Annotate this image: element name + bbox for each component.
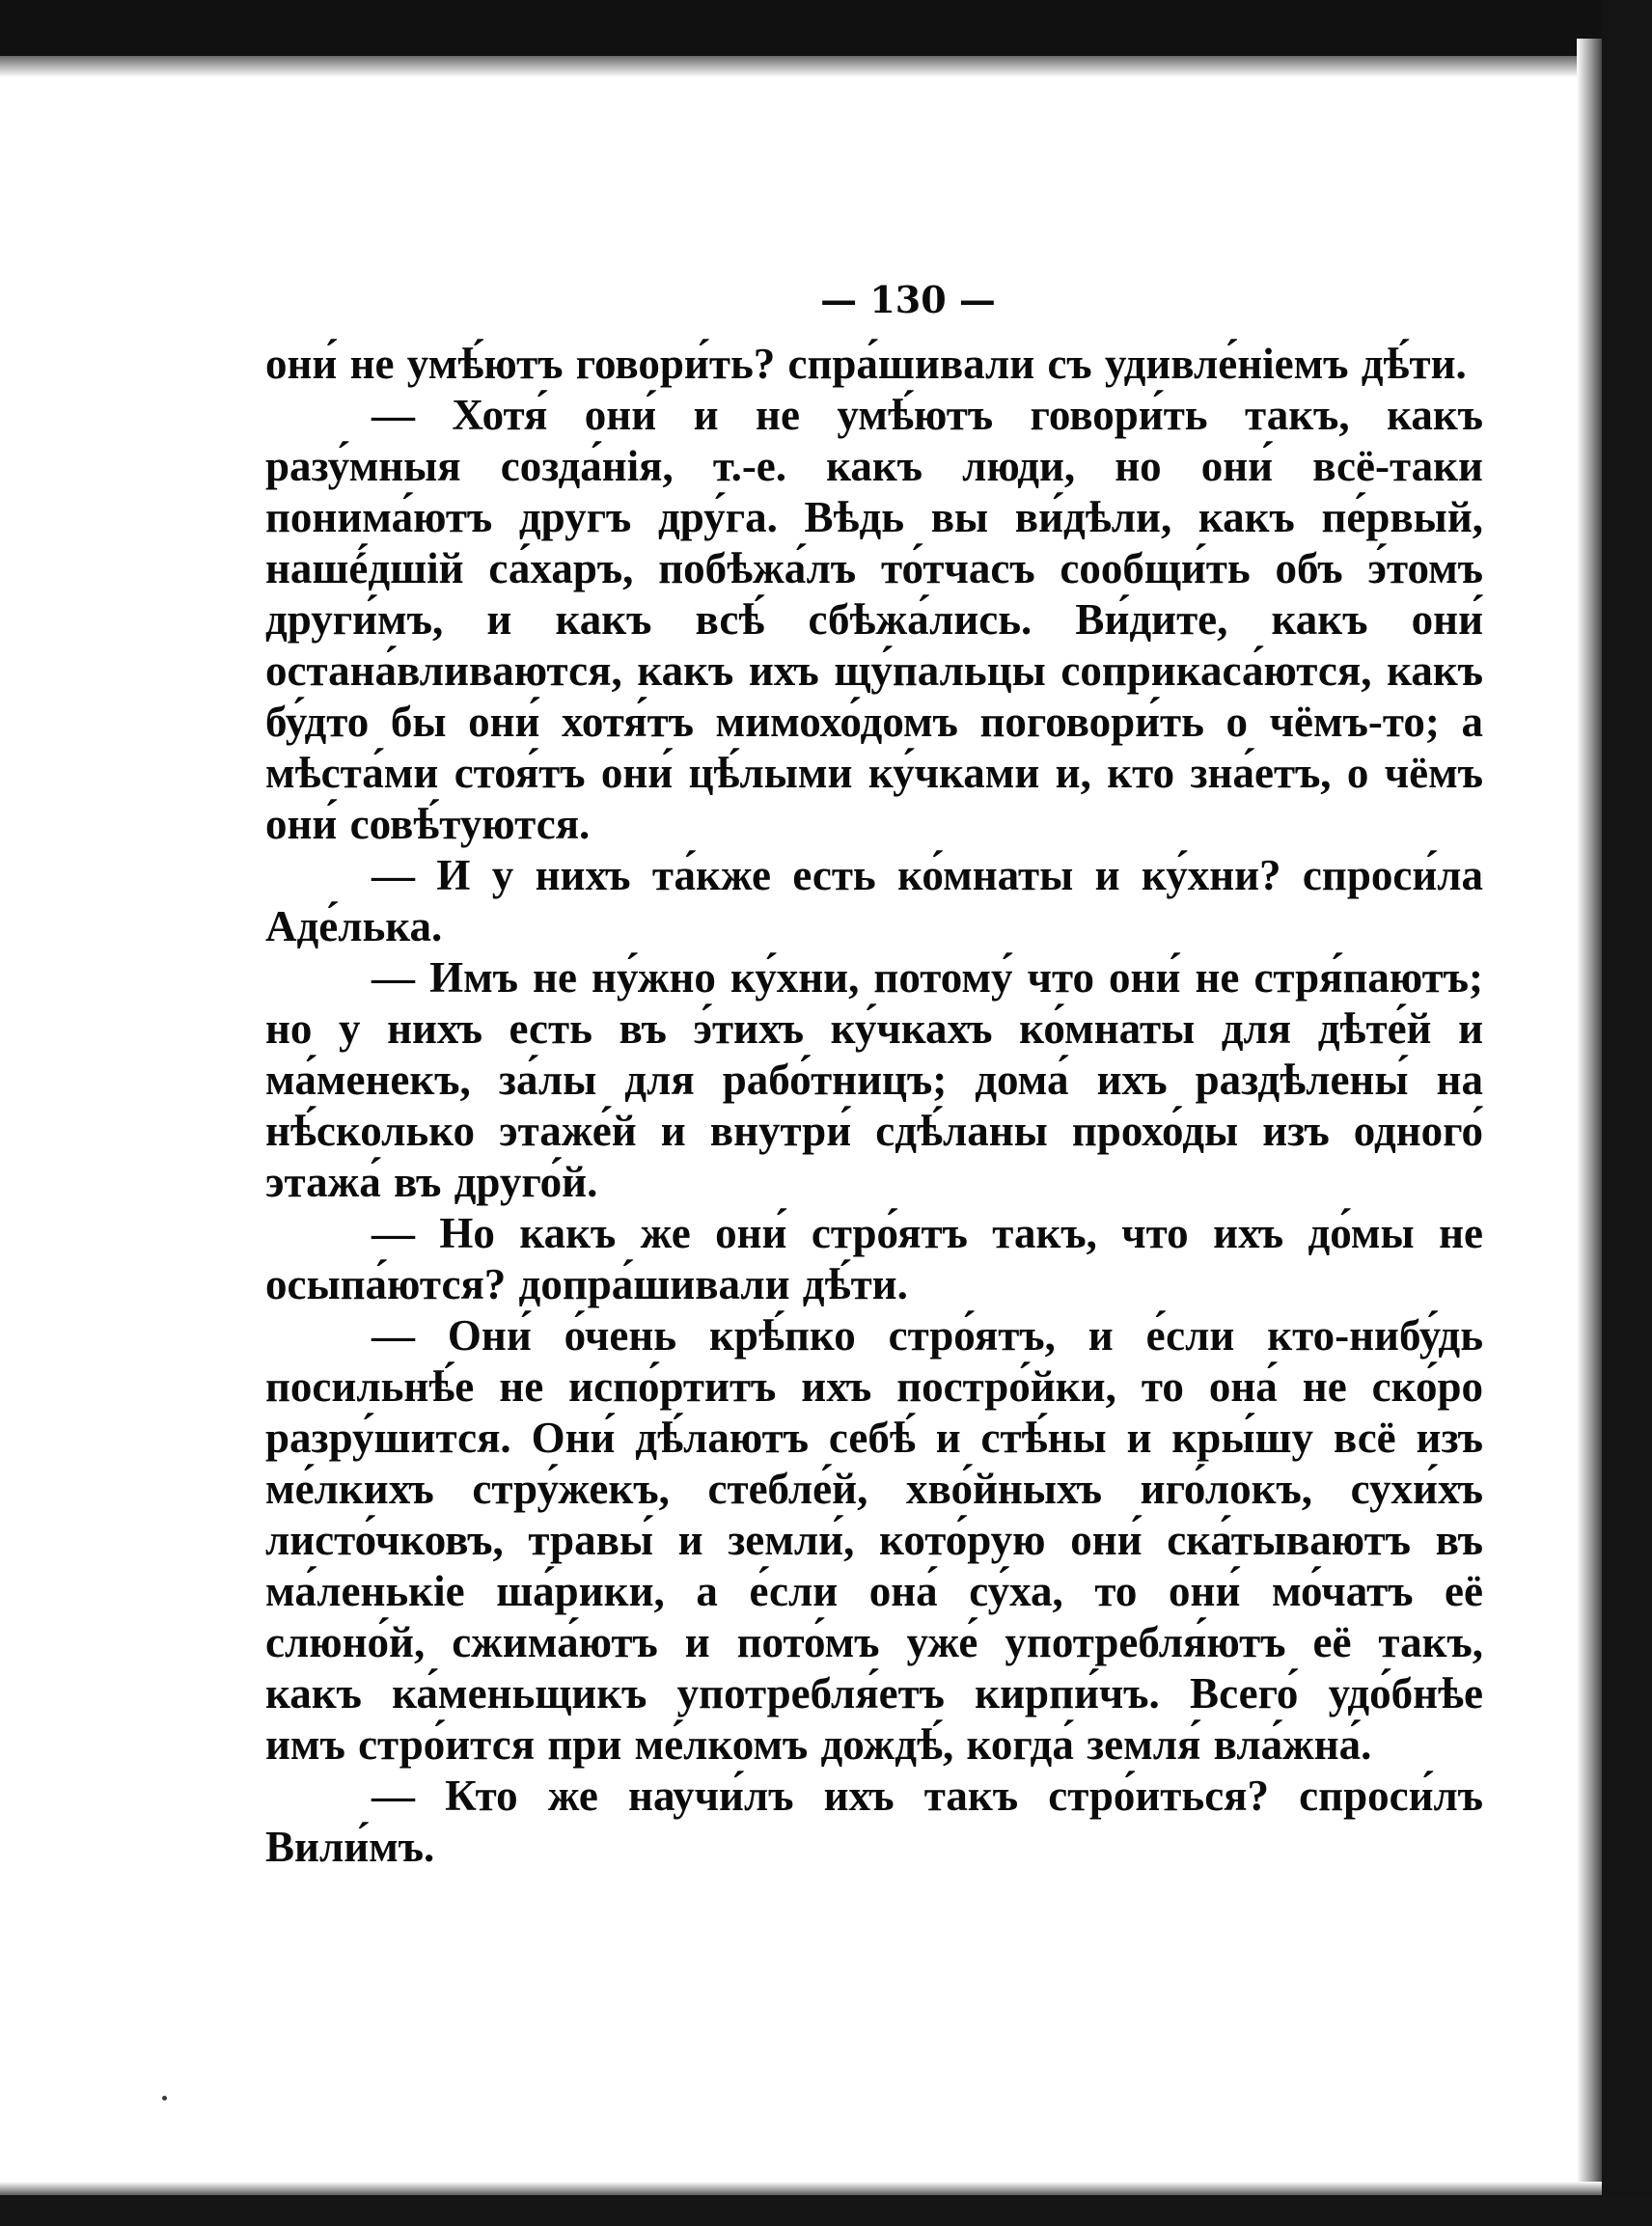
paragraph-dialogue: — И у нихъ та́кже есть ко́мнаты и ку́хни? спроси́ла Аде́лька. [265,851,1483,950]
paragraph-dialogue: — Кто же научи́лъ ихъ такъ стро́иться? спроси́лъ Вили́мъ. [265,1772,1483,1871]
scan-shadow-right [1577,39,1602,2190]
page-number: — 130 — [820,278,996,321]
scan-border-right [1602,0,1652,2226]
scan-border-top [0,0,1652,56]
body-text [265,339,1483,1873]
scan-border-bottom [0,2195,1652,2226]
paper-speck [162,2096,167,2101]
paragraph-dialogue: — Имъ не ну́жно ку́хни, потому́ что они́ не стря́паютъ; но у нихъ есть въ э́тихъ ку́чкахъ ко́мнаты для дѣте́й и ма́менекъ, за́лы для рабо́тницъ; дома́ ихъ раздѣлены́ на нѣ́сколько этаже́й и внутри́ сдѣ́ланы прохо́ды изъ одного́ этажа́ въ друго́й. [265,953,1483,1206]
paragraph-dialogue: — Хотя́ они́ и не умѣ́ютъ говори́ть такъ, какъ разу́мныя созда́нія, т.-е. какъ люди, но они́ всё-таки понима́ютъ другъ дру́га. Вѣдь вы ви́дѣли, какъ пе́рвый, нашé́дшій са́харъ, побѣжа́лъ то́тчасъ сообщи́ть объ э́томъ други́мъ, и какъ всѣ́ сбѣжа́лись. Ви́дите, какъ они́ остана́вливаются, какъ ихъ щу́пальцы соприкаса́ются, какъ бу́дто бы они́ хотя́тъ мимохо́домъ поговори́ть о чёмъ-то; а мѣста́ми стоя́тъ они́ цѣ́лыми ку́чками и, кто зна́етъ, о чёмъ они́ совѣ́туются. [265,391,1483,848]
paragraph-dialogue: — Но какъ же они́ стро́ятъ такъ, что ихъ до́мы не осыпа́ются? допра́шивали дѣ́ти. [265,1209,1483,1308]
book-page [265,275,1483,1873]
paragraph-dialogue: — Они́ о́чень крѣ́пко стро́ятъ, и е́сли кто-нибу́дь посильнѣ́е не испо́ртитъ ихъ постро́йки, то она́ не ско́ро разру́шится. Они́ дѣ́лаютъ себѣ́ и стѣ́ны и кры́шу всё изъ ме́лкихъ стру́жекъ, стебле́й, хво́йныхъ иго́локъ, сухи́хъ листо́чковъ, травы́ и земли́, кото́рую они́ ска́тываютъ въ ма́ленькіе ша́рики, а е́сли она́ су́ха, то они́ мо́чатъ её слюно́й, сжима́ютъ и пото́мъ уже́ употребля́ютъ её такъ, какъ ка́меньщикъ употребля́етъ кирпи́чъ. Всего́ удо́бнѣе имъ стро́ится при ме́лкомъ дождѣ́, когда́ земля́ вла́жна́. [265,1311,1483,1769]
paragraph-continuation: они́ не умѣ́ютъ говори́ть? спра́шивали съ удивле́ніемъ дѣ́ти. [265,340,1467,388]
scan-shadow-top [0,56,1602,77]
scan-shadow-bottom [0,2182,1602,2195]
